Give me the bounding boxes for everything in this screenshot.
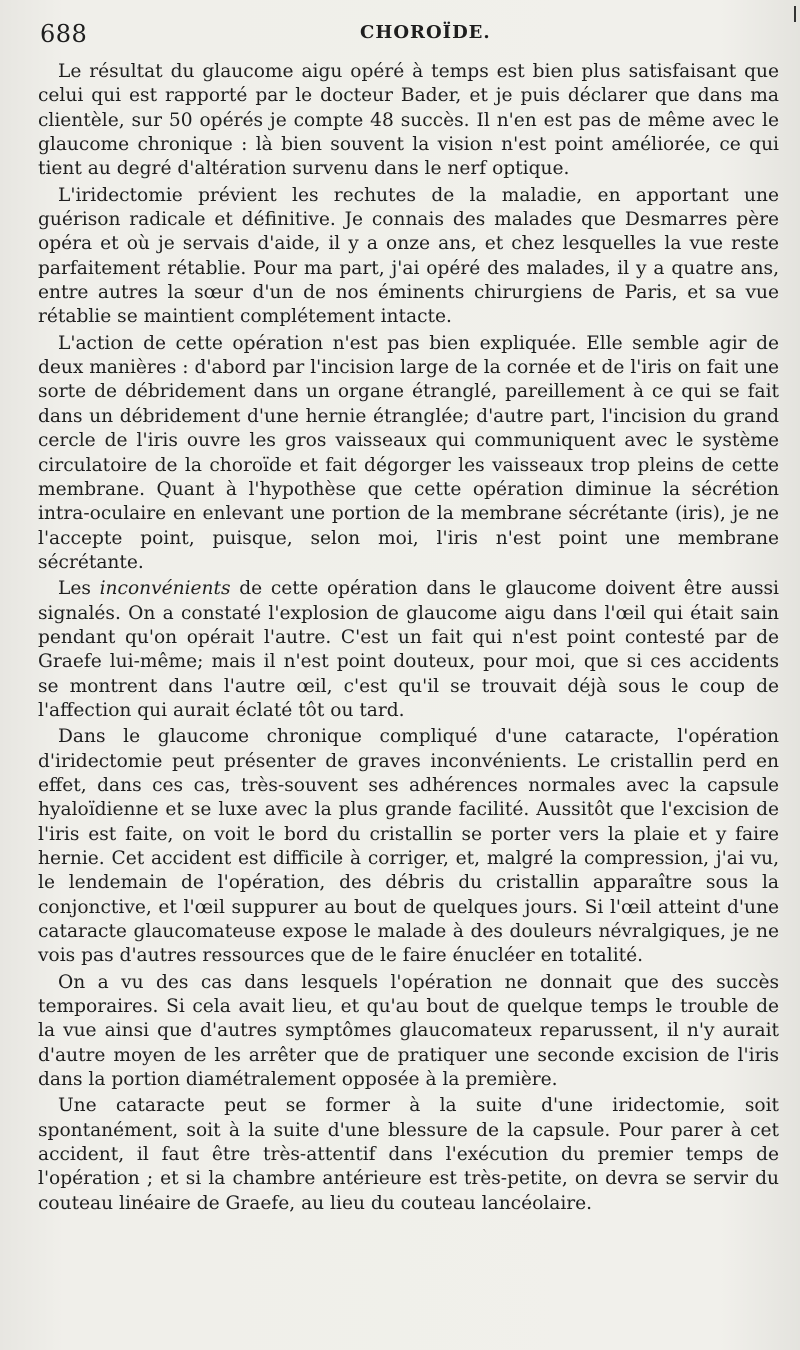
inconvenients-emphasis: inconvénients bbox=[99, 578, 231, 600]
paragraph-operation-action: L'action de cette opération n'est pas bien expliquée. Elle semble agir de deux manières : d'abord par l'incision large de la cornée et de l'iris on fait une sorte de débridement dans un organe étranglé, pareillement à ce qui se fait dans un débridement d'une hernie étranglée; d'autre part, l'incision du grand cercle de l'iris ouvre les gros vaisseaux qui communiquent avec le système circulatoire de la choroïde et fait dégorger les vaisseaux trop pleins de cette membrane. Quant à l'hypothèse que cette opération diminue la sécrétion intra-oculaire en enlevant une portion de la membrane sécrétante (iris), je ne l'accepte point, puisque, selon moi, l'iris n'est point une membrane sécrétante. bbox=[38, 332, 779, 573]
inconvenients-lead: Les bbox=[58, 578, 100, 600]
paragraph-inconvenients bbox=[38, 577, 779, 723]
running-title: CHOROÏDE. bbox=[360, 22, 491, 43]
body-text bbox=[38, 60, 779, 1218]
page-edge-mark bbox=[794, 6, 796, 22]
paragraph-chronic-cataract: Dans le glaucome chronique compliqué d'une cataracte, l'opération d'iridectomie peut présenter de graves inconvénients. Le cristallin perd en effet, dans ces cas, très-souvent ses adhérences normales avec la capsule hyaloïdienne et se luxe avec la plus grande facilité. Aussitôt que l'excision de l'iris est faite, on voit le bord du cristallin se porter vers la plaie et y faire hernie. Cet accident est difficile à corriger, et, malgré la compression, j'ai vu, le lendemain de l'opération, des débris du cristallin apparaître sous la conjonctive, et l'œil suppurer au bout de quelques jours. Si l'œil atteint d'une cataracte glaucomateuse expose le malade à des douleurs névralgiques, je ne vois pas d'autres ressources que de le faire énucléer en totalité. bbox=[38, 726, 779, 967]
paragraph-iridectomy-prevention: L'iridectomie prévient les rechutes de la maladie, en apportant une guérison radicale et définitive. Je connais des malades que Desmarres père opéra et où je servais d'aide, il y a onze ans, et chez lesquelles la vue reste parfaitement rétablie. Pour ma part, j'ai opéré des malades, il y a quatre ans, entre autres la sœur d'un de nos éminents chirurgiens de Paris, et sa vue rétablie se maintient complétement intacte. bbox=[38, 184, 779, 328]
paragraph-temporary-success: On a vu des cas dans lesquels l'opération ne donnait que des succès temporaires. Si cela avait lieu, et qu'au bout de quelque temps le trouble de la vue ainsi que d'autres symptômes glaucomateux reparussent, il n'y aurait d'autre moyen de les arrêter que de pratiquer une seconde excision de l'iris dans la portion diamétralement opposée à la première. bbox=[38, 971, 779, 1091]
inconvenients-rest: de cette opération dans le glaucome doivent être aussi signalés. On a constaté l'explosion de glaucome aigu dans l'œil qui était sain pendant qu'on opérait l'autre. C'est un fait qui n'est point contesté par de Graefe lui-même; mais il n'est point douteux, pour moi, que si ces accidents se montrent dans l'autre œil, c'est qu'il se trouvait déjà sous le coup de l'affection qui aurait éclaté tôt ou tard. bbox=[38, 578, 779, 721]
page-header bbox=[40, 18, 780, 54]
paragraph-glaucoma-results: Le résultat du glaucome aigu opéré à temps est bien plus satisfaisant que celui qui est rapporté par le docteur Bader, et je puis déclarer que dans ma clientèle, sur 50 opérés je compte 48 succès. Il n'en est pas de même avec le glaucome chronique : là bien souvent la vision n'est point améliorée, ce qui tient au degré d'altération survenu dans le nerf optique. bbox=[38, 61, 779, 180]
paragraph-cataract-formation: Une cataracte peut se former à la suite d'une iridectomie, soit spontanément, soit à la suite d'une blessure de la capsule. Pour parer à cet accident, il faut être très-attentif dans l'exécution du premier temps de l'opération ; et si la chambre antérieure est très-petite, on devra se servir du couteau linéaire de Graefe, au lieu du couteau lancéolaire. bbox=[38, 1095, 779, 1214]
page-number: 688 bbox=[40, 20, 88, 48]
